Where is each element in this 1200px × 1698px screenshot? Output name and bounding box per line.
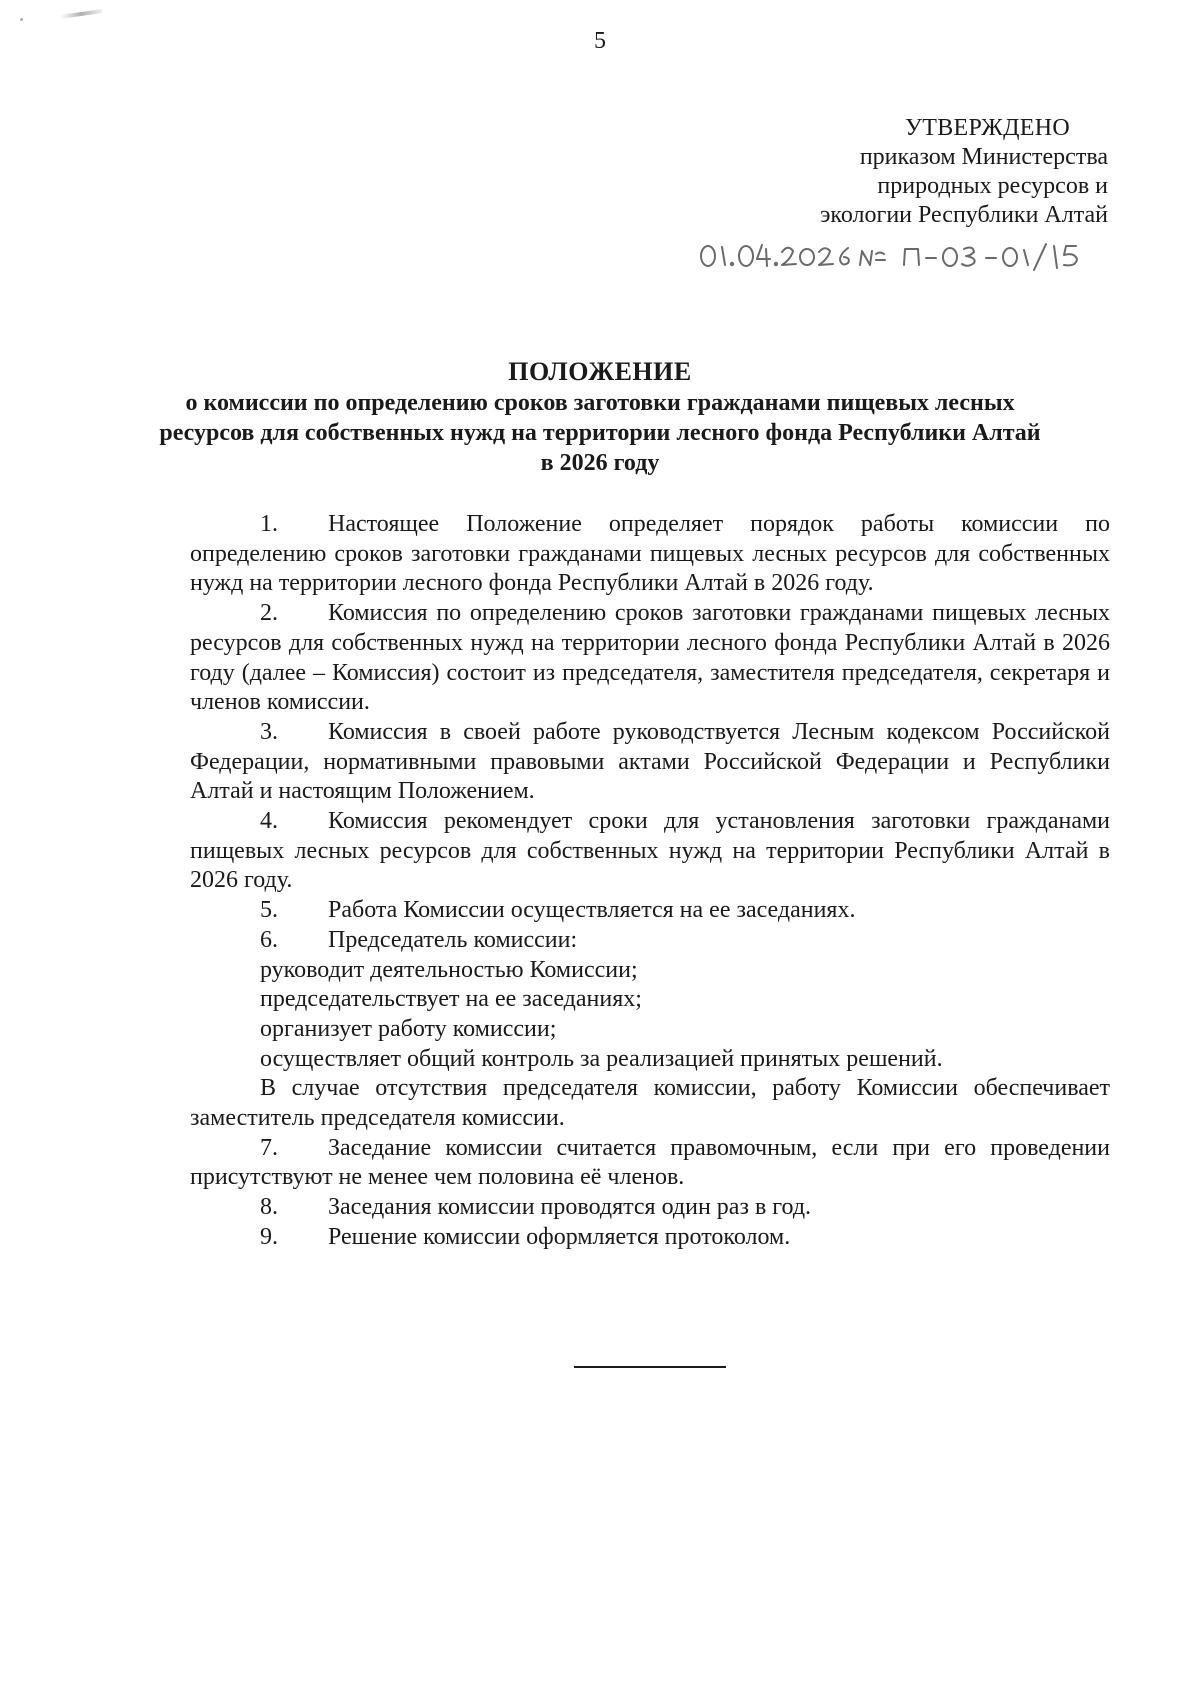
handwritten-order-number [694, 232, 1154, 276]
approval-block [688, 114, 1108, 230]
approval-line: приказом Министерства [859, 144, 1108, 170]
clause-text: Настоящее Положение определяет порядок работы комиссии по определению сроков заготовки гражданами пищевых лесных ресурсов для собственных нужд на территории лесного фонда Республики Алтай в 2026 году. [190, 511, 1110, 597]
clause-number: 1. [260, 511, 278, 537]
clause-text: Комиссия по определению сроков заготовки гражданами пищевых лесных ресурсов для собственных нужд на территории лесного фонда Республики Алтай в 2026 году (далее – Комиссия) состоит из председателя, заместителя председателя, секретаря и членов комиссии. [190, 600, 1110, 716]
clause [190, 599, 1110, 718]
clause-number: 7. [260, 1134, 278, 1161]
scan-artifact [60, 9, 102, 19]
clause-text: Комиссия рекомендует сроки для установления заготовки гражданами пищевых лесных ресурсов для собственных нужд на территории Республики Алтай в 2026 году. [190, 808, 1110, 894]
clause-number: 2. [260, 600, 278, 627]
clause-number: 3. [260, 718, 278, 745]
clause-text: Заседание комиссии считается правомочным, если при его проведении присутствуют не менее чем половина её членов. [190, 1134, 1110, 1191]
clause-number: 9. [260, 1223, 278, 1250]
clause [190, 896, 1110, 926]
clause-number: 8. [260, 1194, 278, 1221]
clause [190, 718, 1110, 807]
clause-text: Комиссия в своей работе руководствуется Лесным кодексом Российской Федерации, нормативными правовыми актами Российской Федерации и Республики Алтай и настоящим Положением. [190, 718, 1110, 805]
clause [190, 1223, 1110, 1253]
title-subtitle-line: ресурсов для собственных нужд на территории лесного фонда Республики Алтай [159, 420, 1041, 446]
chairman-duty: председательствует на ее заседаниях; [260, 986, 642, 1013]
approval-line: экологии Республики Алтай [820, 202, 1108, 228]
chairman-absence-clause: В случае отсутствия председателя комиссии, работу Комиссии обеспечивает заместитель председателя комиссии. [190, 1075, 1110, 1132]
end-of-document-rule [574, 1366, 726, 1368]
title-heading: ПОЛОЖЕНИЕ [508, 357, 692, 386]
clause-number: 5. [260, 897, 278, 924]
chairman-duty: осуществляет общий контроль за реализацией принятых решений. [260, 1045, 943, 1072]
clause-text: Работа Комиссии осуществляется на ее заседаниях. [328, 897, 856, 924]
clause-number: 4. [260, 808, 278, 835]
document-body [190, 510, 1110, 1253]
title-subtitle-line: в 2026 году [540, 450, 660, 476]
clause-text: Решение комиссии оформляется протоколом. [328, 1223, 791, 1250]
handwritten-order-number-image [694, 232, 1154, 276]
clause [190, 510, 1110, 599]
chairman-duty: руководит деятельностью Комиссии; [260, 956, 638, 983]
clause-text: Председатель комиссии: [328, 926, 578, 953]
clause-number: 6. [260, 926, 278, 953]
approval-heading: УТВЕРЖДЕНО [904, 115, 1070, 141]
scan-artifact-dot [20, 18, 23, 21]
clause [190, 926, 1110, 956]
clause [190, 1134, 1110, 1193]
clause [190, 807, 1110, 896]
document-title [150, 356, 1050, 478]
title-subtitle-line: о комиссии по определению сроков заготовки гражданами пищевых лесных [185, 390, 1015, 416]
page-number: 5 [594, 28, 606, 54]
clause-text: Заседания комиссии проводятся один раз в год. [328, 1194, 812, 1221]
chairman-duty: организует работу комиссии; [260, 1015, 557, 1042]
clause [190, 1193, 1110, 1223]
approval-line: природных ресурсов и [877, 173, 1108, 199]
